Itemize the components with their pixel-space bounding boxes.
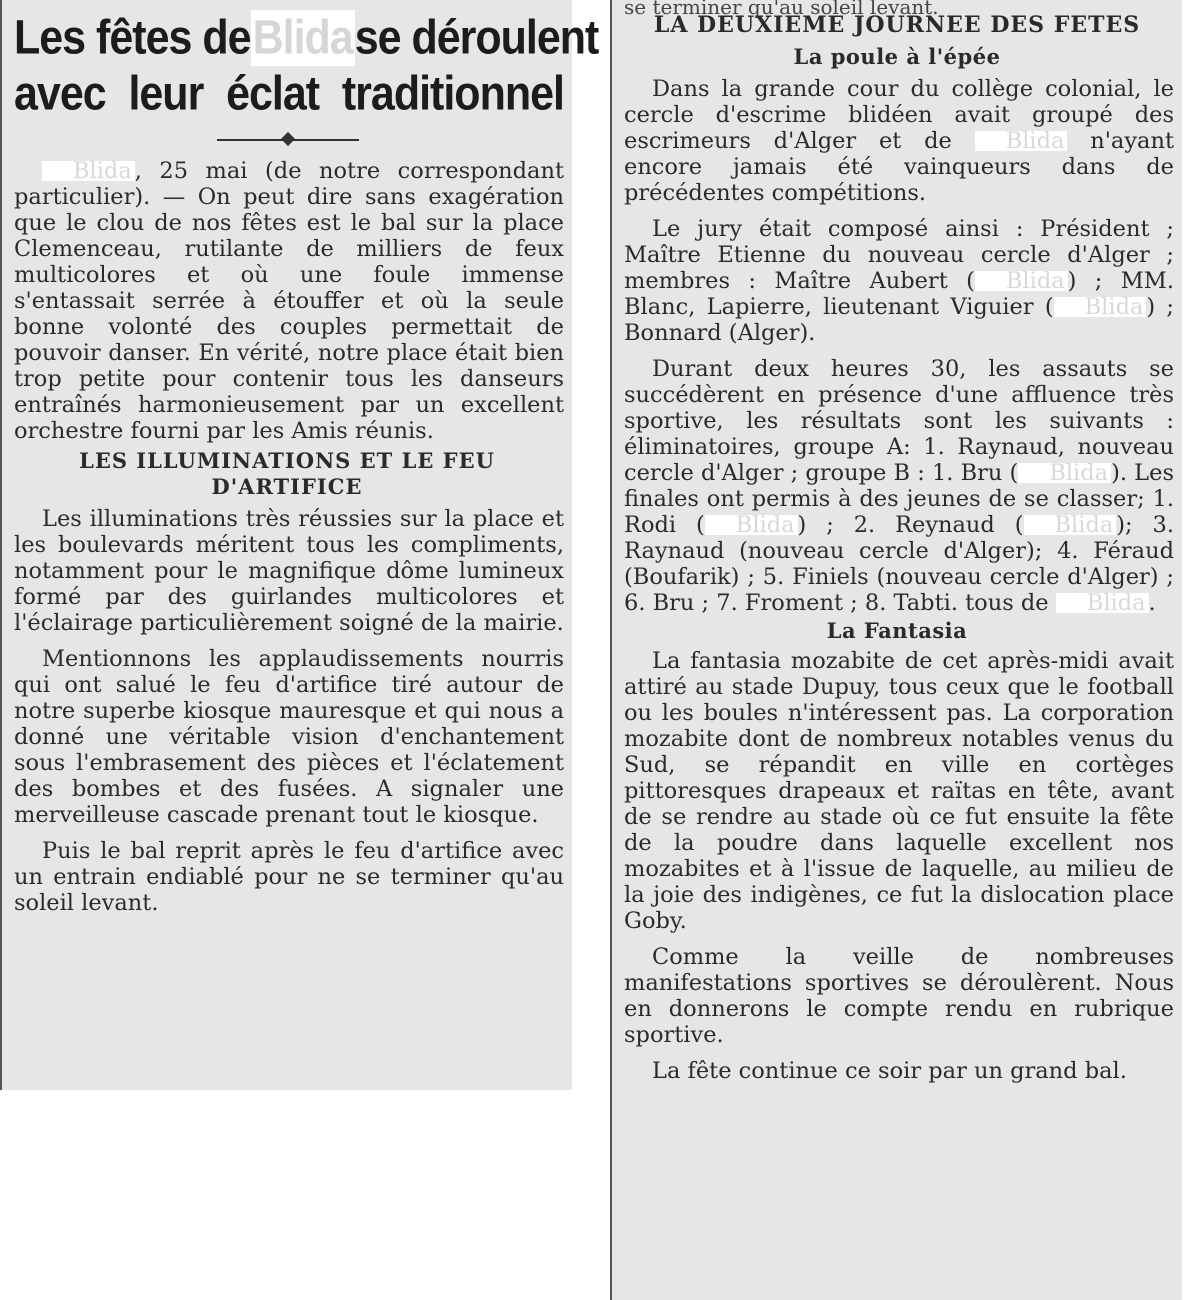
article-headline (14, 10, 599, 122)
lead-paragraph (14, 158, 564, 444)
subhead-poule-epee: La poule à l'épée (793, 44, 1001, 69)
headline-word: se déroulent (354, 11, 599, 65)
redacted-place-name: Blida (252, 11, 353, 65)
redacted-place-name: Blida (1054, 297, 1147, 317)
paragraph-text: ); 3. Raynaud (nouveau cercle d'Alger); 4. Féraud (Boufarik) ; 5. Finiels (nouveau cercle d'Alger) ; 6. Bru ; 7. Froment ; 8. Tabti. tous de (624, 512, 1174, 616)
paragraph-text: Le jury était composé ainsi : Président ; Maître Etienne du nouveau cercle d'Alger ; membres : Maître Aubert ( (624, 216, 1174, 294)
paragraph-text: n'ayant encore jamais été vainqueurs dans de précédentes compétitions. (624, 128, 1174, 206)
section-subhead-illuminations: LES ILLUMINATIONS ET LE FEU D'ARTIFICE (79, 448, 495, 499)
section-title-second-day: LA DEUXIEME JOURNEE DES FETES (653, 12, 1141, 38)
paragraph-jury (624, 216, 1174, 346)
headline-word: avec (14, 67, 106, 121)
redacted-place-name: Blida (975, 271, 1068, 291)
redacted-place-name: Blida (42, 161, 135, 181)
diamond-ornament-icon (281, 132, 295, 146)
paragraph-text: ) ; 2. Reynaud ( (797, 512, 1024, 538)
paragraph-text: Dans la grande cour du collège colonial, le cercle d'escrime blidéen avait groupé des escrimeurs d'Alger et de (624, 76, 1174, 154)
redacted-place-name: Blida (975, 131, 1068, 151)
headline-ornament-divider (2, 134, 572, 146)
redacted-place-name: Blida (705, 515, 798, 535)
paragraph-text: ) ; MM. Blanc, Lapierre, lieutenant Viguier ( (624, 268, 1174, 320)
paragraph-text: Durant deux heures 30, les assauts se succédèrent en présence d'une affluence très sportive, les résultats sont les suivants : éliminatoires, groupe A: 1. Raynaud, nouveau cercle d'Alger ; groupe B : 1. Bru ( (624, 356, 1174, 486)
article-left-column (0, 0, 599, 1090)
subhead-fantasia: La Fantasia (826, 618, 968, 643)
redacted-place-name: Blida (1024, 515, 1117, 535)
headline-word: Les fêtes de (14, 11, 251, 65)
headline-word: leur (128, 67, 204, 121)
headline-word: éclat (226, 67, 320, 121)
paragraph-text: ) ; Bonnard (Alger). (624, 294, 1175, 346)
redacted-place-name: Blida (1018, 463, 1111, 483)
redacted-place-name: Blida (1056, 593, 1149, 613)
paragraph-text: ). Les finales ont permis à des jeunes de se classer; 1. Rodi ( (624, 460, 1174, 538)
paragraph: La fête continue ce soir par un grand bal. (652, 1058, 1127, 1084)
paragraph: Puis le bal reprit après le feu d'artifice avec un entrain endiablé pour ne se terminer qu'au soleil levant. (14, 838, 564, 916)
paragraph: Les illuminations très réussies sur la place et les boulevards méritent tous les compliments, notamment pour le magnifique dôme lumineux formé par des guirlandes multicolores et l'éclairage particulièrement soigné de la mairie. (14, 506, 564, 636)
paragraph (624, 76, 1174, 206)
paragraph: Mentionnons les applaudissements nourris qui ont salué le feu d'artifice tiré autour de notre superbe kiosque mauresque et qui nous a donné une véritable vision d'enchantement sous l'embrasement des pièces et l'éclatement des bombes et des fusées. A signaler une merveilleuse cascade prenant tout le kiosque. (14, 646, 564, 828)
article-right-column (610, 0, 1182, 1300)
headline-word: traditionnel (341, 67, 564, 121)
cut-off-previous-line: se terminer qu'au soleil levant. (624, 0, 939, 19)
paragraph-results (624, 356, 1174, 616)
paragraph-text: , 25 mai (de notre correspondant particulier). — On peut dire sans exagération que le clou de nos fêtes est le bal sur la place Clemenceau, rutilante de milliers de feux multicolores et où une foule immense s'entassait serrée à étouffer et où la seule bonne volonté des couples permettait de pouvoir danser. En vérité, notre place était bien trop petite pour contenir tous les danseurs entraînés harmonieusement par un excellent orchestre fourni par les Amis réunis. (14, 158, 564, 444)
headline-line-2 (14, 66, 564, 122)
paragraph-text: . (1148, 590, 1156, 616)
headline-line-1 (14, 10, 599, 66)
paragraph: La fantasia mozabite de cet après-midi avait attiré au stade Dupuy, tous ceux que le football ou les boules n'intéressent pas. La corporation mozabite dont de nombreux notables venus du Sud, se répandit en ville en cortèges pittoresques drapeaux et raïtas en tête, avant de se rendre au stade où ce fut ensuite la fête de la poudre dans laquelle excellent nos mozabites et à l'issue de laquelle, au milieu de la joie des indigènes, ce fut la dislocation place Goby. (624, 648, 1174, 934)
paragraph: Comme la veille de nombreuses manifestations sportives se déroulèrent. Nous en donnerons le compte rendu en rubrique sportive. (624, 944, 1174, 1048)
